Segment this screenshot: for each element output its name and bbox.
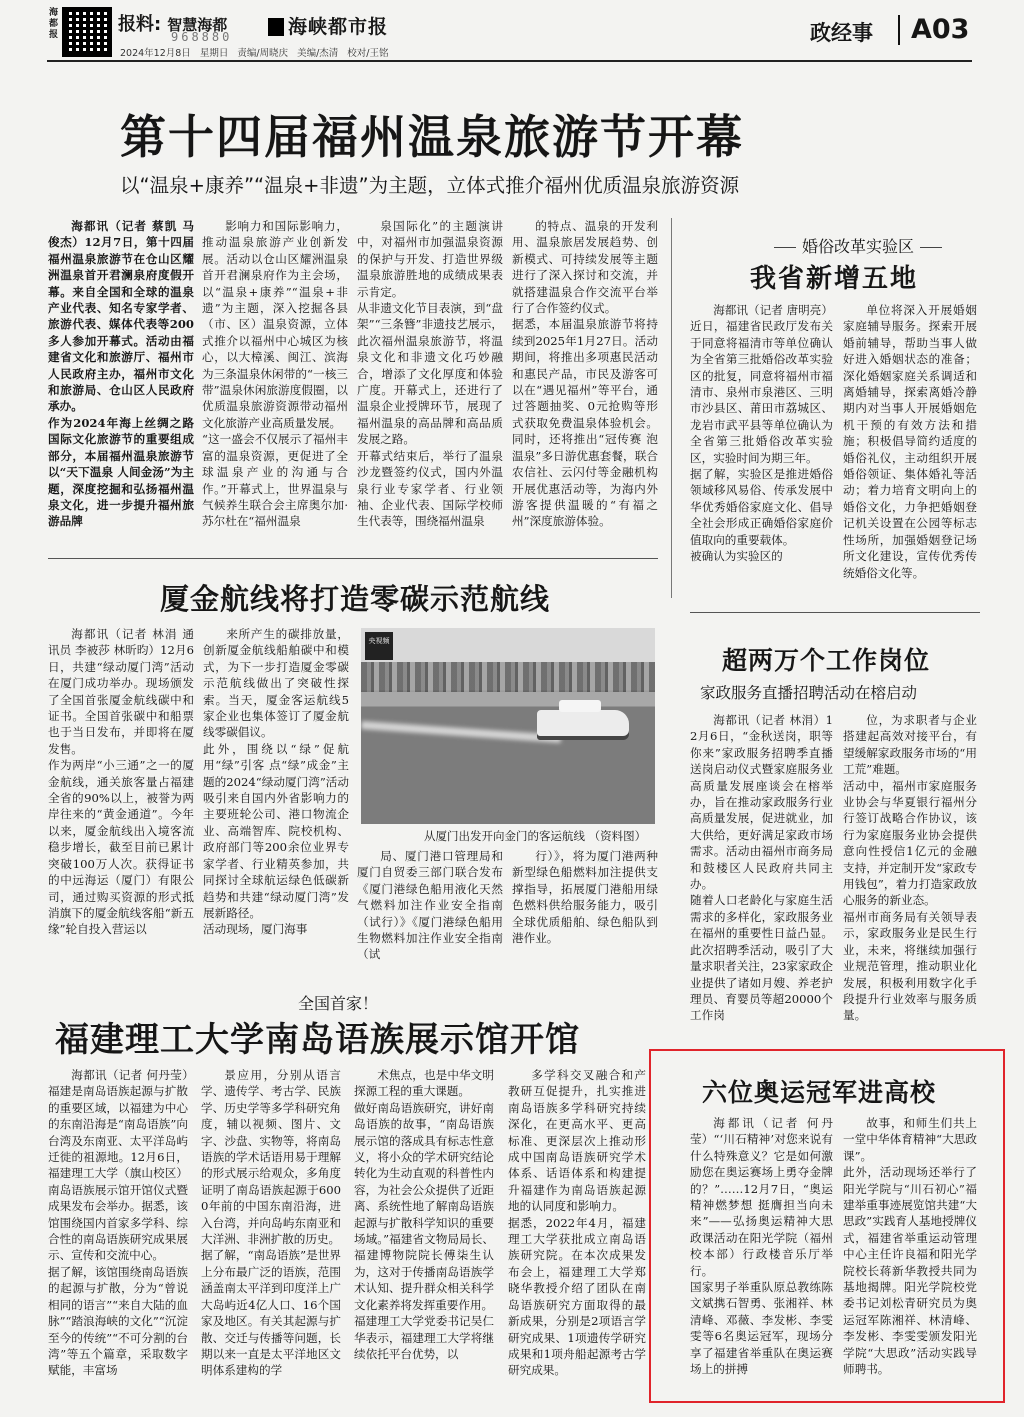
column-divider bbox=[671, 218, 672, 598]
lead-col-3: 泉国际化”的主题演讲中，对福州市加强温泉资源的保护与开发、打造世界级温泉旅游胜地的成绩成果表示肯定。 从非遗文化节目表演，到“盘架”“三条簪”非遗技艺展示，此次福州温泉旅游节，将温泉文化和非遗文化巧妙融合，增添了文化厚度和体验广度。开幕式上，还进行了温泉企业授牌环节，展现了福州温泉的高品牌和高品质发展之路。 开幕式结束后，举行了温泉沙龙暨签约仪式，国内外温泉行业专家学者、行业领袖、企业代表、国际学校师生代表等，围绕福州温泉 bbox=[357, 219, 503, 529]
lead-subheadline: 以“温泉+康养”“温泉+非遗”为主题，立体式推介福州优质温泉旅游资源 bbox=[120, 174, 740, 197]
xiamen-col-1: 海都讯（记者 林涓 通讯员 李被莎 林昕昀）12月6日，共建“绿动厦门湾”活动在厦门成功举办。现场颁发了全国首张厦金航线碳中和证书。全国首张碳中和船票也于当日发布，并即将在厦发售。 作为两岸“小三通”之一的厦金航线，通关旅客量占福建全省的90%以上，被誉为两岸往来的“黄金通道”。今年以来，厦金航线出入境客流稳步增长，截至目前已累计突破100万人次。获得证书的中远海运（厦门）有限公司，通过购买资源的形式抵消旗下的厦金航线客船“新五缘”轮自投入营运以 bbox=[48, 627, 194, 937]
museum-col-3: 术焦点，也是中华文明探源工程的重大课题。 做好南岛语族研究，讲好南岛语族的故事，“南岛语族展示馆的落成具有标志性意义，将小众的学术研究结论转化为生动直观的科普性内容，为社会公众提供了近距离、系统性地了解南岛语族起源与扩散科学知识的重要场域。”福建省文物局局长、福建博物院院长傅柒生认为，这对于传播南岛语族学术认知、提升群众相关科学文化素养将发挥重要作用。 福建理工大学党委书记吴仁华表示，福建理工大学将继续依托平台优势，以 bbox=[354, 1068, 494, 1361]
olympic-col-1: 海都讯（记者 何丹莹）“‘川石精神’对您来说有什么特殊意义？它是如何激励您在奥运赛场上勇夺金牌的？”……12月7日，“奥运精神燃梦想 挺膺担当向未来”——弘扬奥运精神大思政课活动在阳光学院（福州校本部）行政楼音乐厅举行。 国家男子举重队原总教练陈文斌携石智勇、张湘祥、林清峰、邓薇、李发彬、李雯雯等6名奥运冠军，现场分享了福建省举重队在奥运赛场上的拼搏 bbox=[690, 1116, 833, 1377]
tip-hotline: 968880 bbox=[171, 30, 233, 44]
xiamen-col-2: 来所产生的碳排放量，创新厦金航线船舶碳中和模式，为下一步打造厦金零碳示范航线做出了突破性探索。当天，厦金客运航线5家企业也集体签订了厦金航线零碳倡议。 此外，围绕以“绿”促航 用“绿”引客 点“绿”成金”主题的2024“绿动厦门湾”活动吸引来自国内外省影响力的主要班轮公司、港口物流企业、高端智库、院校机构、政府部门等200余位业界专家学者、行业精英参加，共同探讨全球航运绿色低碳新趋势和共建“绿动厦门湾”发展新路径。 活动现场，厦门海事 bbox=[203, 627, 349, 937]
section-divider bbox=[898, 15, 900, 45]
paper-name: 海峡都市报 bbox=[268, 12, 388, 39]
jobs-subheadline: 家政服务直播招聘活动在榕启动 bbox=[700, 684, 918, 702]
olympic-headline: 六位奥运冠军进高校 bbox=[702, 1078, 937, 1107]
marriage-col-1: 海都讯（记者 唐明亮）近日，福建省民政厅发布关于同意将福清市等单位确认为全省第三批婚俗改革实验区的批复，同意将福州市福清市、泉州市泉港区、三明市沙县区、莆田市荔城区、龙岩市武平县等单位确认为全省第三批婚俗改革实验区，实验时间为期三年。 据了解，实验区是推进婚俗领域移风易俗、传承发展中华优秀婚俗家庭文化、倡导全社会形成正确婚俗家庭价值取向的重要载体。 被确认为实验区的 bbox=[690, 303, 833, 564]
section-name: 政经事 bbox=[810, 20, 873, 45]
xiamen-col-4: 行）》，将为厦门港两种新型绿色船燃料加注提供支撑指导，拓展厦门港船用绿色燃料供给服务能力，吸引全球优质船舶、绿色船队到港作业。 bbox=[512, 849, 658, 946]
tip-line-brand: 报料: 智慧海都 bbox=[118, 14, 228, 35]
photo-wake bbox=[361, 721, 561, 743]
page-header bbox=[0, 0, 1024, 62]
marriage-kicker: 婚俗改革实验区 bbox=[768, 234, 948, 257]
museum-headline: 福建理工大学南岛语族展示馆开馆 bbox=[55, 1020, 580, 1060]
olympic-col-2: 故事，和师生们共上一堂中华体育精神“大思政课”。 此外，活动现场还举行了阳光学院与“川石初心”福建举重事迹展览馆共建“大思政”实践育人基地授牌仪式，福建省举重运动管理中心主任许良福和阳光学院校长蒋新华教授共同为基地揭牌。阳光学院校党委书记刘松青研究员为奥运冠军陈湘祥、林清峰、李发彬、李雯雯颁发阳光学院“大思政”活动实践导师聘书。 bbox=[843, 1116, 977, 1377]
xiamen-col-3: 局、厦门港口管理局和厦门自贸委三部门联合发布《厦门港绿色船用液化天然气燃料加注作业安全指南（试行）》《厦门港绿色船用生物燃料加注作业安全指南（试 bbox=[357, 849, 503, 962]
lead-col-1: 海都讯（记者 蔡凯 马俊杰）12月7日，第十四届福州温泉旅游节在仓山区耀洲温泉首开君澜泉府度假开幕。来自全国和全球的温泉产业代表、知名专家学者、旅游代表、媒体代表等200多人参加开幕式。活动由福建省文化和旅游厅、福州市人民政府主办，福州市文化和旅游局、仓山区人民政府承办。 作为2024年海上丝绸之路国际文化旅游节的重要组成部分，本届福州温泉旅游节以“天下温泉 人间金汤”为主题，深度挖掘和弘扬福州温泉文化，进一步提升福州旅游品牌 bbox=[48, 219, 194, 529]
masthead-vertical: 海都报 bbox=[49, 8, 59, 40]
marriage-headline: 我省新增五地 bbox=[750, 264, 919, 294]
lead-headline: 第十四届福州温泉旅游节开幕 bbox=[120, 110, 744, 164]
section-rule bbox=[690, 612, 980, 613]
museum-col-4: 多学科交叉融合和产教研互促提升，扎实推进南岛语族多学科研究持续深化，在更高水平、更高标准、更深层次上推动形成中国南岛语族研究学术体系、话语体系和构建提升福建作为南岛语族起源地的认同度和影响力。 据悉，2022年4月，福建理工大学获批成立南岛语族研究院。在本次成果发布会上，福建理工大学郑晓华教授介绍了团队在南岛语族研究方面取得的最新成果，分别是2项语言学研究成果、1项遗传学研究成果和1项舟船起源考古学研究成果。 bbox=[508, 1068, 646, 1378]
section-rule bbox=[48, 558, 658, 559]
photo-source-badge: 央视频 bbox=[365, 632, 393, 660]
museum-kicker: 全国首家！ bbox=[298, 994, 379, 1013]
jobs-headline: 超两万个工作岗位 bbox=[722, 646, 931, 675]
museum-col-1: 海都讯（记者 何丹莹）福建是南岛语族起源与扩散的重要区域，以福建为中心的东南沿海是“南岛语族”向台湾及东南亚、太平洋岛屿迁徙的祖源地。12月6日，福建理工大学（旗山校区）南岛语族展示馆开馆仪式暨成果发布会举办。据悉，该馆围绕国内首家多学科、综合性的南岛语族研究成果展示、宣传和交流中心。 据了解，该馆围绕南岛语族的起源与扩散，分为“曾说相同的语言”“来自大陆的血脉”“踏浪海峡的文化”“沉淀至今的传统”“不可分割的台湾”等五个篇章，采取数字赋能，丰富场 bbox=[48, 1068, 188, 1378]
jobs-col-1: 海都讯（记者 林涓）12月6日，“金秋送岗，职等你来”家政服务招聘季直播送岗启动仪式暨家庭服务业高质量发展座谈会在榕举办，旨在推动家政服务行业高质量发展，促进就业，加大供给，更好满足家政市场需求。活动由福州市商务局和鼓楼区人民政府共同主办。 随着人口老龄化与家庭生活需求的多样化，家政服务业在福州的重要性日益凸显。此次招聘季活动，吸引了大量求职者关注，23家家政企业提供了诸如月嫂、养老护理员、育婴员等超20000个工作岗 bbox=[690, 713, 833, 1023]
lead-col-2: 影响力和国际影响力，推动温泉旅游产业创新发展。活动以仓山区耀洲温泉首开君澜泉府作为主会场，以“温泉+康养”“温泉+非遗”为主题，深入挖掘各县（市、区）温泉资源，立体式推介以福州中心城区为核心，以大樟溪、闽江、滨海为三条温泉休闲带的“一核三带”温泉休闲旅游度假圈，以优质温泉旅游资源带动福州文化旅游产业高质量发展。 “这一盛会不仅展示了福州丰富的温泉资源，更促进了全球温泉产业的沟通与合作。”开幕式上，世界温泉与气候养生联合会主席奥尔加·苏尔杜在“福州温泉 bbox=[202, 219, 348, 529]
photo-caption: 从厦门出发开向金门的客运航线 （资料图） bbox=[424, 829, 647, 843]
tip-line-sub: 智慧海都 bbox=[167, 16, 228, 34]
jobs-col-2: 位，为求职者与企业搭建起高效对接平台，有望缓解家政服务市场的“用工荒”难题。 活动中，福州市家庭服务业协会与华夏银行福州分行签订战略合作协议，该行为家庭服务业协会提供意向性授信1亿元的金融支持，并定制开发“家政专用钱包”，着力打造家政放心服务的新业态。 福州市商务局有关领导表示，家政服务业是民生行业，未来，将继续加强行业规范管理，推动职业化发展，积极利用数字化手段提升行业效率与服务质量。 bbox=[843, 713, 977, 1023]
xiamen-headline: 厦金航线将打造零碳示范航线 bbox=[160, 582, 551, 616]
header-rule bbox=[47, 60, 972, 62]
dateline: 2024年12月8日 星期日 责编/周晓庆 美编/杰清 校对/王铭 bbox=[120, 48, 389, 59]
marriage-col-2: 单位将深入开展婚姻家庭辅导服务。探索开展婚前辅导，帮助当事人做好进入婚姻状态的准备；深化婚姻家庭关系调适和离婚辅导，探索离婚冷静期内对当事人开展婚姻危机干预的有效方法和措施；积极倡导简约适度的婚俗礼仪，主动组织开展婚俗领证、集体婚礼等活动；着力培育文明向上的婚俗文化，力争把婚姻登记机关设置在公园等标志性场所，加强婚姻登记场所文化建设，宣传优秀传统婚俗文化等。 bbox=[843, 303, 977, 580]
qr-code-icon bbox=[62, 7, 112, 57]
lead-col-4: 的特点、温泉的开发利用、温泉旅居发展趋势、创新模式、可持续发展等主题进行了深入探讨和交流，并就搭建温泉合作交流平台举行了合作签约仪式。 据悉，本届温泉旅游节将持续到2025年1月27日。活动期间，将推出多项惠民活动和惠民产品，市民及游客可以在“遇见福州”等平台，通过答题抽奖、0元抢购等形式获取免费温泉体验机会。同时，还将推出“冠传赛 泡温泉”多日游优惠套餐，联合农信社、云闪付等金融机构开展优惠活动等，为海内外游客提供温暖的“有福之州”深度旅游体验。 bbox=[512, 219, 658, 529]
tip-line-label: 报料 bbox=[118, 14, 154, 35]
museum-col-2: 景应用，分别从语言学、遗传学、考古学、民族学、历史学等多学科研究角度，辅以视频、图片、文字、沙盘、实物等，将南岛语族的学术话语用易于理解的形式展示给观众，多角度证明了南岛语族起源于6000年前的中国东南沿海，进入台湾，并向岛屿东南亚和大洋洲、非洲扩散的历史。 据了解，“南岛语族”是世界上分布最广泛的语族，范围涵盖南太平洋到印度洋上广大岛屿近4亿人口、16个国家及地区。有关其起源与扩散、交迁与传播等问题，长期以来一直是太平洋地区文明体系建构的学 bbox=[201, 1068, 341, 1378]
photo-skyline bbox=[361, 662, 655, 692]
page-number: A03 bbox=[911, 14, 970, 45]
ferry-photo bbox=[361, 628, 655, 824]
photo-ferry bbox=[537, 710, 629, 736]
